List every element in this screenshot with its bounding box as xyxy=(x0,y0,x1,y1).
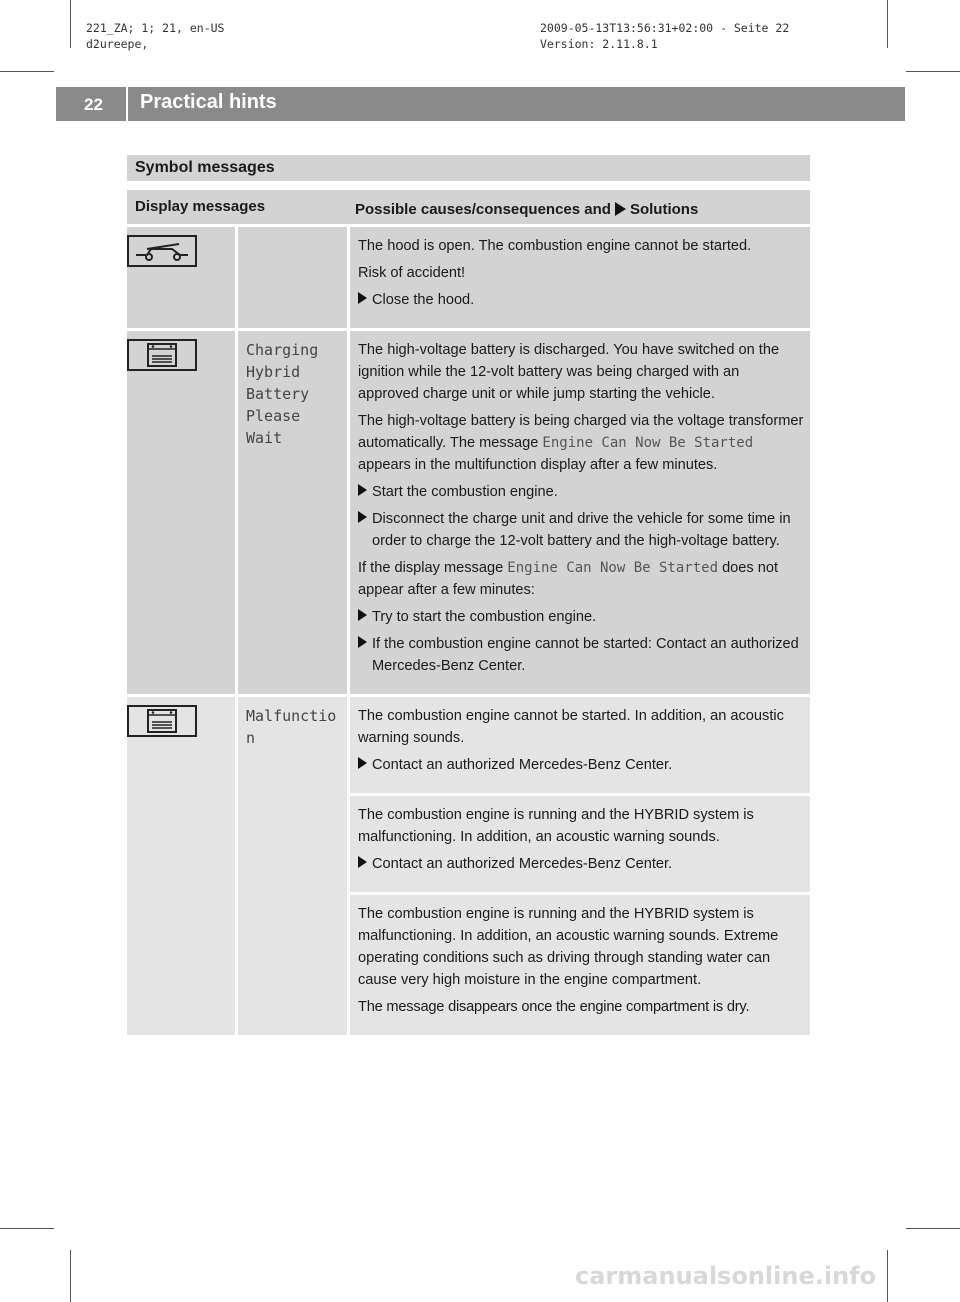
cause-text-part: The high-voltage battery is being charged via the voltage transformer automatically. The message xyxy=(358,413,804,451)
hybrid-battery-icon xyxy=(127,705,197,737)
watermark: carmanualsonline.info xyxy=(575,1262,877,1290)
solution-cell xyxy=(350,697,810,793)
section-title: Symbol messages xyxy=(127,155,810,181)
solution-step xyxy=(358,606,804,628)
solution-cell xyxy=(350,227,810,328)
header-causes-solutions xyxy=(347,190,810,224)
display-message-cell: Charging Hybrid Battery Please Wait xyxy=(238,331,347,694)
icon-cell xyxy=(127,227,235,328)
crop-mark xyxy=(887,1250,888,1302)
table-row xyxy=(127,697,810,1035)
header-divider xyxy=(126,55,128,121)
solution-step xyxy=(358,481,804,503)
solution-step xyxy=(358,853,804,875)
solution-step xyxy=(358,289,804,311)
crop-mark xyxy=(70,1250,71,1302)
solution-cell xyxy=(350,895,810,1035)
header-causes-label: Possible causes/consequences and xyxy=(355,201,611,218)
cause-text: The high-voltage battery is discharged. You have switched on the ignition while the 12-volt battery was being charged with an approved charge unit or while jump starting the vehicle. xyxy=(358,342,780,402)
cause-text-part: appears in the multifunction display after a few minutes. xyxy=(358,457,718,473)
cause-text: The hood is open. The combustion engine cannot be started. xyxy=(358,238,752,254)
cause-text: The message disappears once the engine compartment is dry. xyxy=(358,999,750,1015)
cause-text-part: does not appear after a few minutes: xyxy=(358,560,779,598)
header-solutions-label: Solutions xyxy=(629,201,699,218)
meta-top-left xyxy=(86,20,224,52)
table-row xyxy=(127,227,810,328)
display-message-cell: Malfunctio n xyxy=(238,697,347,1035)
solution-step xyxy=(358,633,804,677)
solutions-column xyxy=(350,697,810,1035)
crop-mark xyxy=(906,1228,960,1229)
solutions-column xyxy=(350,227,810,328)
cause-text: The combustion engine cannot be started. In addition, an acoustic warning sounds. xyxy=(358,708,784,746)
solution-step-text: Contact an authorized Mercedes-Benz Center. xyxy=(372,856,673,872)
meta-version: Version: 2.11.8.1 xyxy=(540,37,658,51)
meta-timestamp: 2009-05-13T13:56:31+02:00 - Seite 22 xyxy=(540,21,790,35)
solution-arrow-icon xyxy=(358,511,367,523)
solution-arrow-icon xyxy=(358,484,367,496)
solution-step xyxy=(358,754,804,776)
cause-text xyxy=(358,557,804,601)
cause-text xyxy=(358,410,804,476)
hybrid-battery-icon xyxy=(127,339,197,371)
meta-editor: d2ureepe, xyxy=(86,37,149,51)
solution-step-text: Close the hood. xyxy=(372,292,475,308)
crop-mark xyxy=(906,71,960,72)
icon-cell xyxy=(127,697,235,1035)
crop-mark xyxy=(0,1228,54,1229)
display-message-cell xyxy=(238,227,347,328)
crop-mark xyxy=(70,0,71,48)
symbol-messages-table xyxy=(127,190,810,1035)
solution-step xyxy=(358,508,804,552)
cause-text: The combustion engine is running and the HYBRID system is malfunctioning. In addition, an acoustic warning sounds. Extreme operating conditions such as driving through standing water can cause very high moisture in the engine compartment. xyxy=(358,906,779,988)
solution-arrow-icon xyxy=(358,609,367,621)
solution-cell xyxy=(350,796,810,892)
solution-arrow-icon xyxy=(615,202,626,216)
icon-cell xyxy=(127,331,235,694)
solution-arrow-icon xyxy=(358,856,367,868)
solution-arrow-icon xyxy=(358,292,367,304)
meta-doc-code: 221_ZA; 1; 21, en-US xyxy=(86,21,225,35)
header-display-messages: Display messages xyxy=(135,198,266,215)
crop-mark xyxy=(887,0,888,48)
solution-step-text: Start the combustion engine. xyxy=(372,484,558,500)
solution-step-text: Disconnect the charge unit and drive the vehicle for some time in order to charge the 12-volt battery and the high-voltage battery. xyxy=(372,511,791,549)
table-header xyxy=(127,190,810,224)
solution-step-text: Try to start the combustion engine. xyxy=(372,609,597,625)
page-title: Practical hints xyxy=(140,91,277,113)
solution-cell xyxy=(350,331,810,694)
display-message-ref: Engine Can Now Be Started xyxy=(507,560,718,576)
solution-arrow-icon xyxy=(358,757,367,769)
warning-text: Risk of accident! xyxy=(358,265,466,281)
table-row xyxy=(127,331,810,694)
hood-open-icon xyxy=(127,235,197,267)
page-number: 22 xyxy=(84,95,103,114)
solutions-column xyxy=(350,331,810,694)
cause-text: The combustion engine is running and the HYBRID system is malfunctioning. In addition, an acoustic warning sounds. xyxy=(358,807,754,845)
display-message-ref: Engine Can Now Be Started xyxy=(542,435,754,451)
cause-text-part: If the display message xyxy=(358,560,504,576)
solution-step-text: Contact an authorized Mercedes-Benz Center. xyxy=(372,757,673,773)
solution-step-text: If the combustion engine cannot be started: Contact an authorized Mercedes-Benz Center. xyxy=(372,636,799,674)
solution-arrow-icon xyxy=(358,636,367,648)
crop-mark xyxy=(0,71,54,72)
meta-top-right xyxy=(540,20,789,52)
